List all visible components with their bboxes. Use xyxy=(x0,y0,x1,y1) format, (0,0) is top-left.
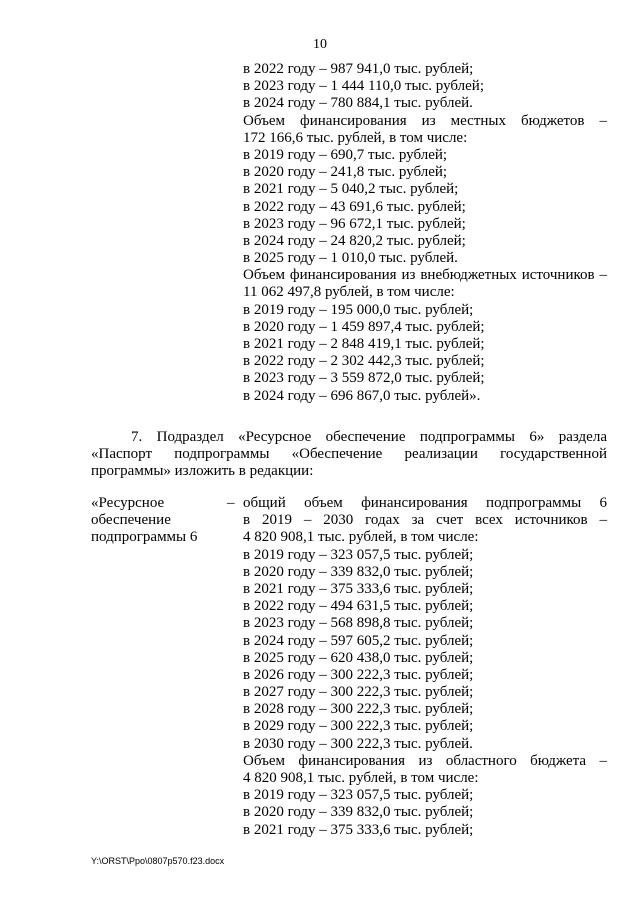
text-line: в 2025 году – 1 010,0 тыс. рублей. xyxy=(243,250,458,267)
value-line: в 2019 – 2030 годах за счет всех источников – xyxy=(243,512,607,529)
text-line: в 2024 году – 24 820,2 тыс. рублей; xyxy=(243,232,466,249)
text-line: в 2023 году – 1 444 110,0 тыс. рублей; xyxy=(243,78,484,95)
label-dash: – xyxy=(227,495,235,511)
label-line: подпрограммы 6 xyxy=(91,529,198,546)
value-line: в 2024 году – 597 605,2 тыс. рублей; xyxy=(243,632,474,649)
value-line: в 2026 году – 300 222,3 тыс. рублей; xyxy=(243,666,474,683)
value-line: в 2028 году – 300 222,3 тыс. рублей; xyxy=(243,701,474,718)
text-line: в 2019 году – 195 000,0 тыс. рублей; xyxy=(243,301,474,318)
label-line: обеспечение xyxy=(91,512,171,529)
value-line: 4 820 908,1 тыс. рублей, в том числе: xyxy=(243,770,479,786)
value-line: в 2021 году – 375 333,6 тыс. рублей; xyxy=(243,821,474,838)
value-line: Объем финансирования из областного бюджета – xyxy=(243,752,607,769)
text-line: в 2022 году – 43 691,6 тыс. рублей; xyxy=(243,198,466,215)
paragraph-line: программы» изложить в редакции: xyxy=(91,463,314,480)
value-line: в 2022 году – 494 631,5 тыс. рублей; xyxy=(243,598,474,615)
value-line: в 2025 году – 620 438,0 тыс. рублей; xyxy=(243,649,474,666)
paragraph-line: 7. Подраздел «Ресурсное обеспечение подпрограммы 6» раздела xyxy=(131,429,607,445)
text-line: 11 062 497,8 рублей, в том числе: xyxy=(243,284,455,301)
value-line: в 2019 году – 323 057,5 тыс. рублей; xyxy=(243,787,474,804)
text-line: в 2022 году – 987 941,0 тыс. рублей; xyxy=(243,61,474,77)
amendment-paragraph xyxy=(91,429,607,481)
value-line: в 2029 году – 300 222,3 тыс. рублей; xyxy=(243,718,474,735)
text-line: в 2020 году – 241,8 тыс. рублей; xyxy=(243,164,448,181)
text-line: Объем финансирования из местных бюджетов – xyxy=(243,112,607,129)
value-line: в 2020 году – 339 832,0 тыс. рублей; xyxy=(243,563,474,580)
text-line: в 2024 году – 780 884,1 тыс. рублей. xyxy=(243,95,473,112)
paragraph-line: «Паспорт подпрограммы «Обеспечение реализации государственной xyxy=(91,446,607,463)
text-line: в 2021 году – 2 848 419,1 тыс. рублей; xyxy=(243,336,485,352)
text-line: в 2024 году – 696 867,0 тыс. рублей». xyxy=(243,387,481,404)
value-line: в 2023 году – 568 898,8 тыс. рублей; xyxy=(243,615,474,632)
value-line: общий объем финансирования подпрограммы 6 xyxy=(243,495,607,511)
label-line: «Ресурсное xyxy=(91,495,165,511)
value-line: в 2030 году – 300 222,3 тыс. рублей. xyxy=(243,735,473,752)
value-line: 4 820 908,1 тыс. рублей, в том числе: xyxy=(243,529,479,546)
text-line: в 2020 году – 1 459 897,4 тыс. рублей; xyxy=(243,318,485,335)
text-line: Объем финансирования из внебюджетных источников – xyxy=(243,267,607,284)
text-line: в 2021 году – 5 040,2 тыс. рублей; xyxy=(243,181,459,198)
page-number: 10 xyxy=(313,37,327,52)
text-line: 172 166,6 тыс. рублей, в том числе: xyxy=(243,129,468,146)
resource-label-column xyxy=(91,495,241,547)
text-line: в 2023 году – 96 672,1 тыс. рублей; xyxy=(243,215,466,232)
text-line: в 2019 году – 690,7 тыс. рублей; xyxy=(243,146,448,163)
value-line: в 2027 году – 300 222,3 тыс. рублей; xyxy=(243,684,474,701)
resource-values-column xyxy=(243,495,607,839)
text-line: в 2022 году – 2 302 442,3 тыс. рублей; xyxy=(243,353,485,370)
funding-continuation-block xyxy=(243,61,607,405)
text-line: в 2023 году – 3 559 872,0 тыс. рублей; xyxy=(243,370,485,387)
value-line: в 2020 году – 339 832,0 тыс. рублей; xyxy=(243,804,474,821)
value-line: в 2021 году – 375 333,6 тыс. рублей; xyxy=(243,580,474,597)
value-line: в 2019 году – 323 057,5 тыс. рублей; xyxy=(243,546,474,563)
file-path-footer: Y:\ORST\Ppo\0807p570.f23.docx xyxy=(91,856,225,866)
